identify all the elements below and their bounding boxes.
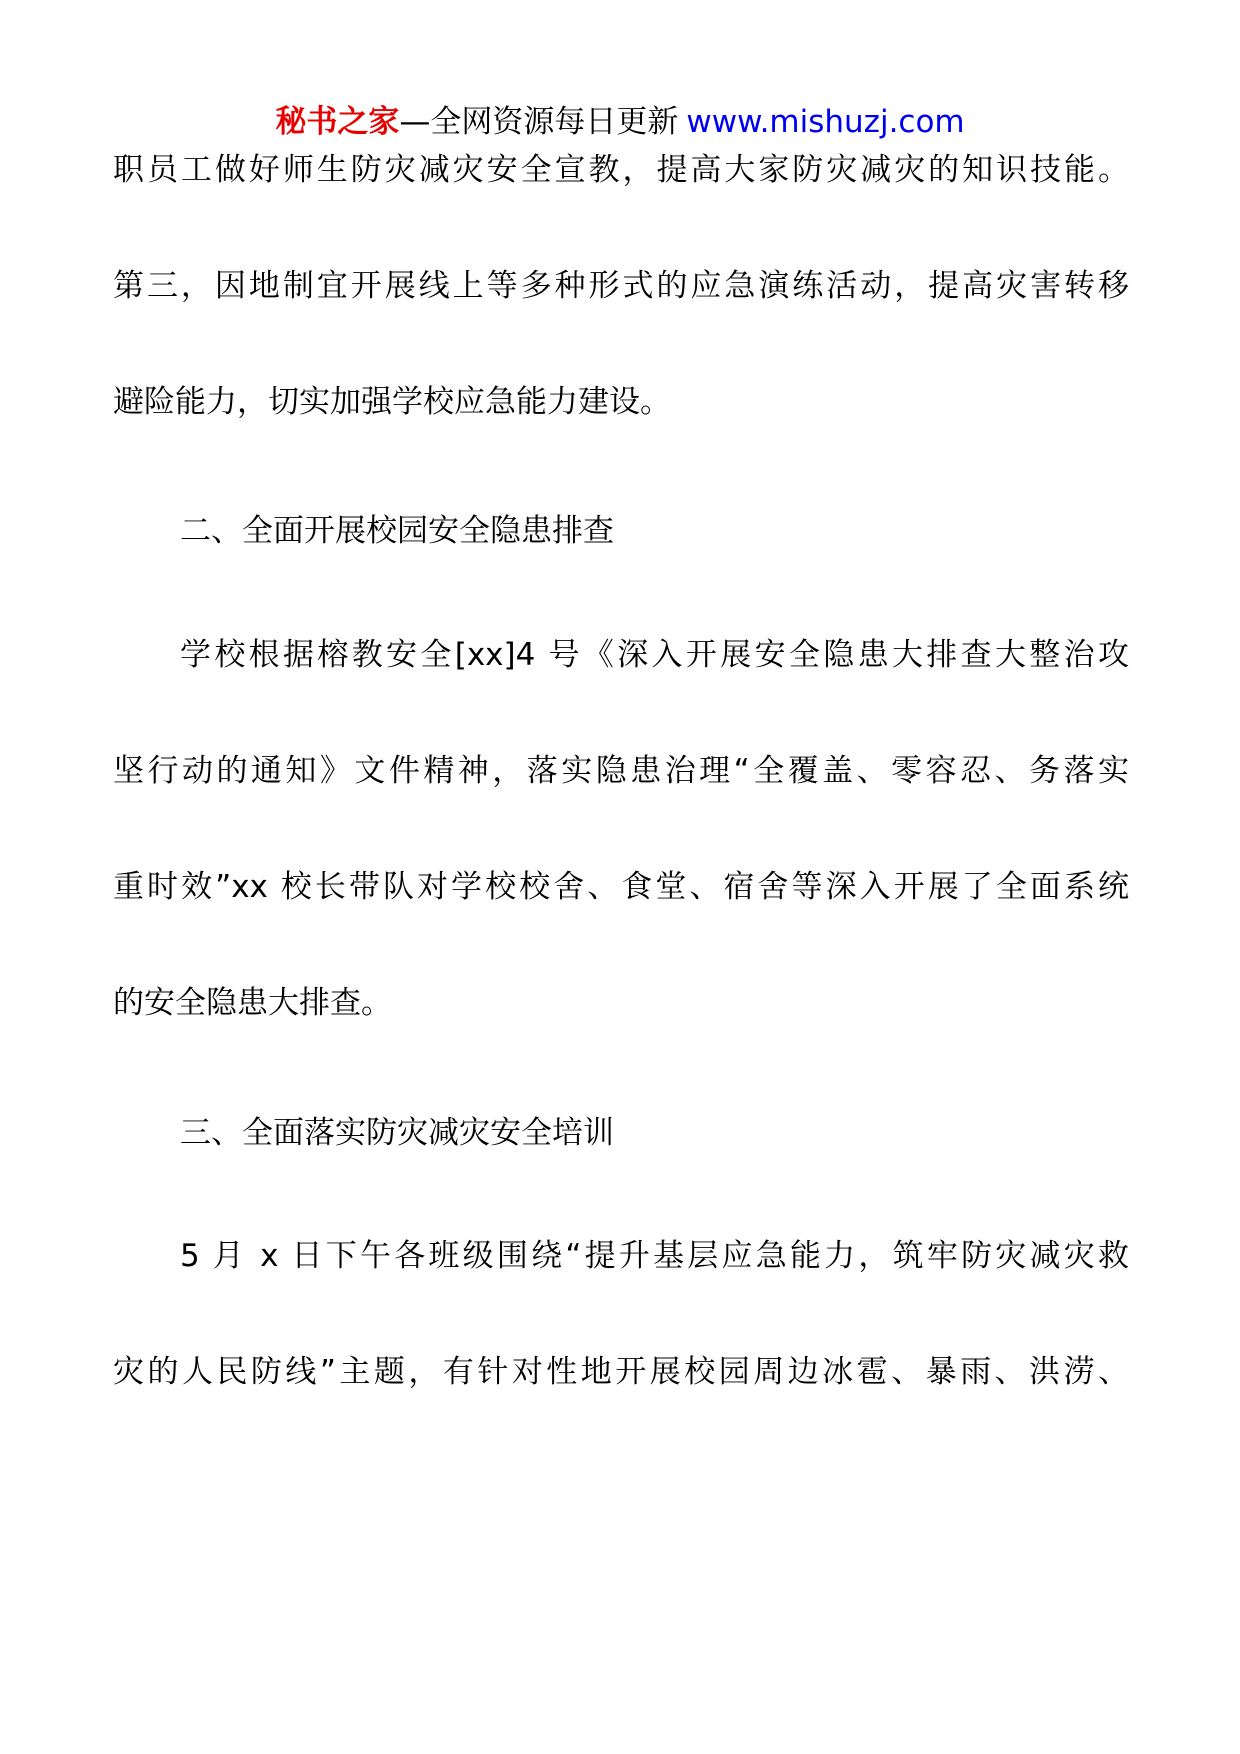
paragraph-line: 灾的人民防线”主题，有针对性地开展校园周边冰雹、暴雨、洪涝、 bbox=[113, 1354, 1129, 1390]
paragraph-line: 职员工做好师生防灾减灾安全宣教，提高大家防灾减灾的知识技能。 bbox=[113, 152, 1129, 188]
paragraph-line: 5 月 x 日下午各班级围绕“提升基层应急能力，筑牢防灾减灾救 bbox=[180, 1238, 1129, 1274]
paragraph-line: 的安全隐患大排查。 bbox=[113, 985, 392, 1021]
section-heading: 三、全面落实防灾减灾安全培训 bbox=[180, 1115, 614, 1151]
header-tagline: —全网资源每日更新 bbox=[399, 104, 679, 140]
paragraph-line: 第三，因地制宜开展线上等多种形式的应急演练活动，提高灾害转移 bbox=[113, 268, 1129, 304]
site-header bbox=[0, 100, 1240, 144]
section-heading: 二、全面开展校园安全隐患排查 bbox=[180, 513, 614, 549]
paragraph-line: 坚行动的通知》文件精神，落实隐患治理“全覆盖、零容忍、务落实 bbox=[113, 753, 1129, 789]
brand-name: 秘书之家 bbox=[275, 104, 400, 140]
paragraph-line: 重时效”xx 校长带队对学校校舍、食堂、宿舍等深入开展了全面系统 bbox=[113, 869, 1129, 905]
website-link[interactable]: www.mishuzj.com bbox=[686, 104, 965, 140]
paragraph-line: 学校根据榕教安全[xx]4 号《深入开展安全隐患大排查大整治攻 bbox=[180, 637, 1129, 673]
paragraph-line: 避险能力，切实加强学校应急能力建设。 bbox=[113, 384, 671, 420]
